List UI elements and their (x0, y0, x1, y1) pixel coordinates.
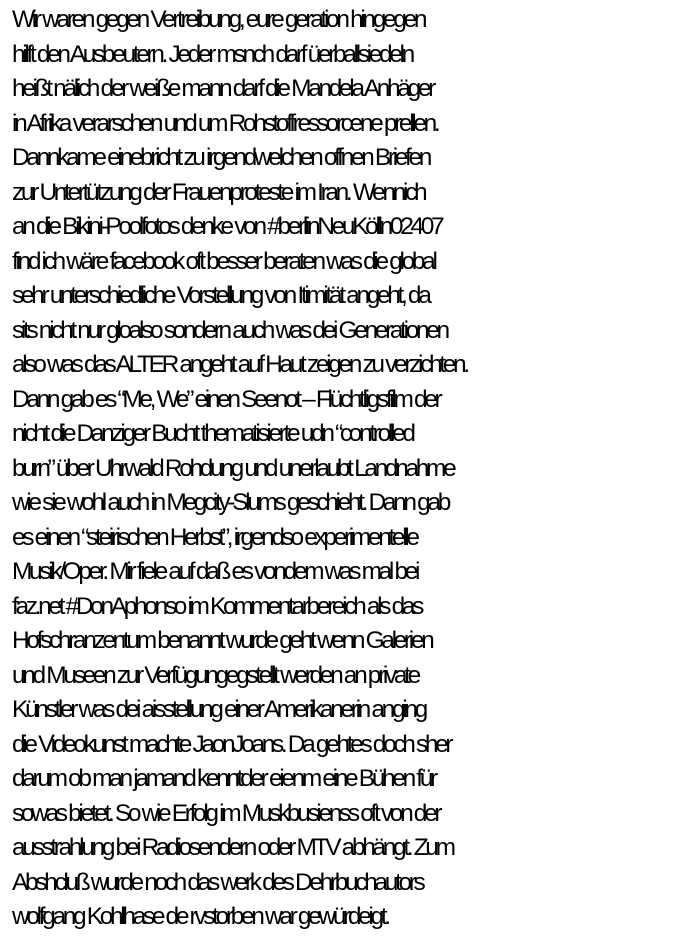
text-line: und Museen zur Verfügungegstellt werden an private (12, 661, 418, 689)
text-line: also was das ALTER angeht auf Haut zeigen zu verzichten. (12, 351, 467, 378)
text-line: Abshcluß wurde noch das werk des Dehrbuchautors (12, 868, 423, 896)
text-line: sowas bietet. So wie Erfolg im Muskbusienss oft von der (12, 799, 440, 827)
text-line: Künstler was dei aisstellung einer Amerikanerin anging (12, 696, 425, 723)
text-line: faz.net #DonAphonso im Kommentarbereich als das (12, 592, 422, 620)
text-line: die Videokunst machte JaonJoans. Da gehtes doch sher (12, 730, 451, 758)
text-line: Wir waren gegen Vertreibung, eure geration hingegen (12, 6, 425, 33)
text-line: sehr unterschiedliche Vorstellung von Itimität angeht, da (12, 282, 429, 309)
text-line: an die Bikini-Poolfotos denke von #berlinNeuKölln02407 (12, 213, 442, 240)
text-line: wie sie wohl auch in Megcity-Slums geschieht. Dann gab (12, 489, 448, 516)
text-line: in Afrika verarschen und um Rohstoffressorcene prellen. (12, 109, 438, 137)
text-line: sits nicht nur gloalso sondern auch was dei Generationen (12, 316, 447, 344)
text-line: darum ob man jamand kenntder eienm eine Bühen für (12, 765, 435, 792)
text-line: zur Untertützung der Frauenproteste im Iran. Wennich (12, 178, 425, 206)
text-line: find ich wäre facebook oft besser beraten was die global (12, 247, 435, 275)
text-line: Dann gab es “Me, We” einen Seenot – Flüchtligsfilm der (12, 385, 440, 413)
text-line: Musik/Oper. Mir fiele auf daß es vondem was mal bei (12, 558, 418, 585)
document-text (12, 3, 684, 935)
text-line: hilft den Ausbeutern. Jeder msnch darf üerballsiedeln (12, 40, 412, 68)
text-line: wolfgang Kohlhase de rvstorben war gewürdeigt. (12, 903, 388, 930)
text-line: nicht die Danziger Bucht thematisierte udn “controlled (12, 420, 413, 447)
text-line: Hofschranzentum benannt wurde geht wenn Galerien (12, 627, 432, 654)
text-line: Dannkame einebricht zu irgendwelchen offnen Briefen (12, 144, 430, 171)
text-line: burn” über Uhrwald Rohdung und unerlaubt Landnahme (12, 454, 454, 482)
text-line: ausstrahlung bei Radiosendern oder MTV abhängt. Zum (12, 834, 453, 861)
text-line: es einen “steirischen Herbst”, irgendso experimentelle (12, 523, 417, 551)
text-line: heißt nälich der weiße mann darf die Mandela Anhäger (12, 75, 433, 102)
